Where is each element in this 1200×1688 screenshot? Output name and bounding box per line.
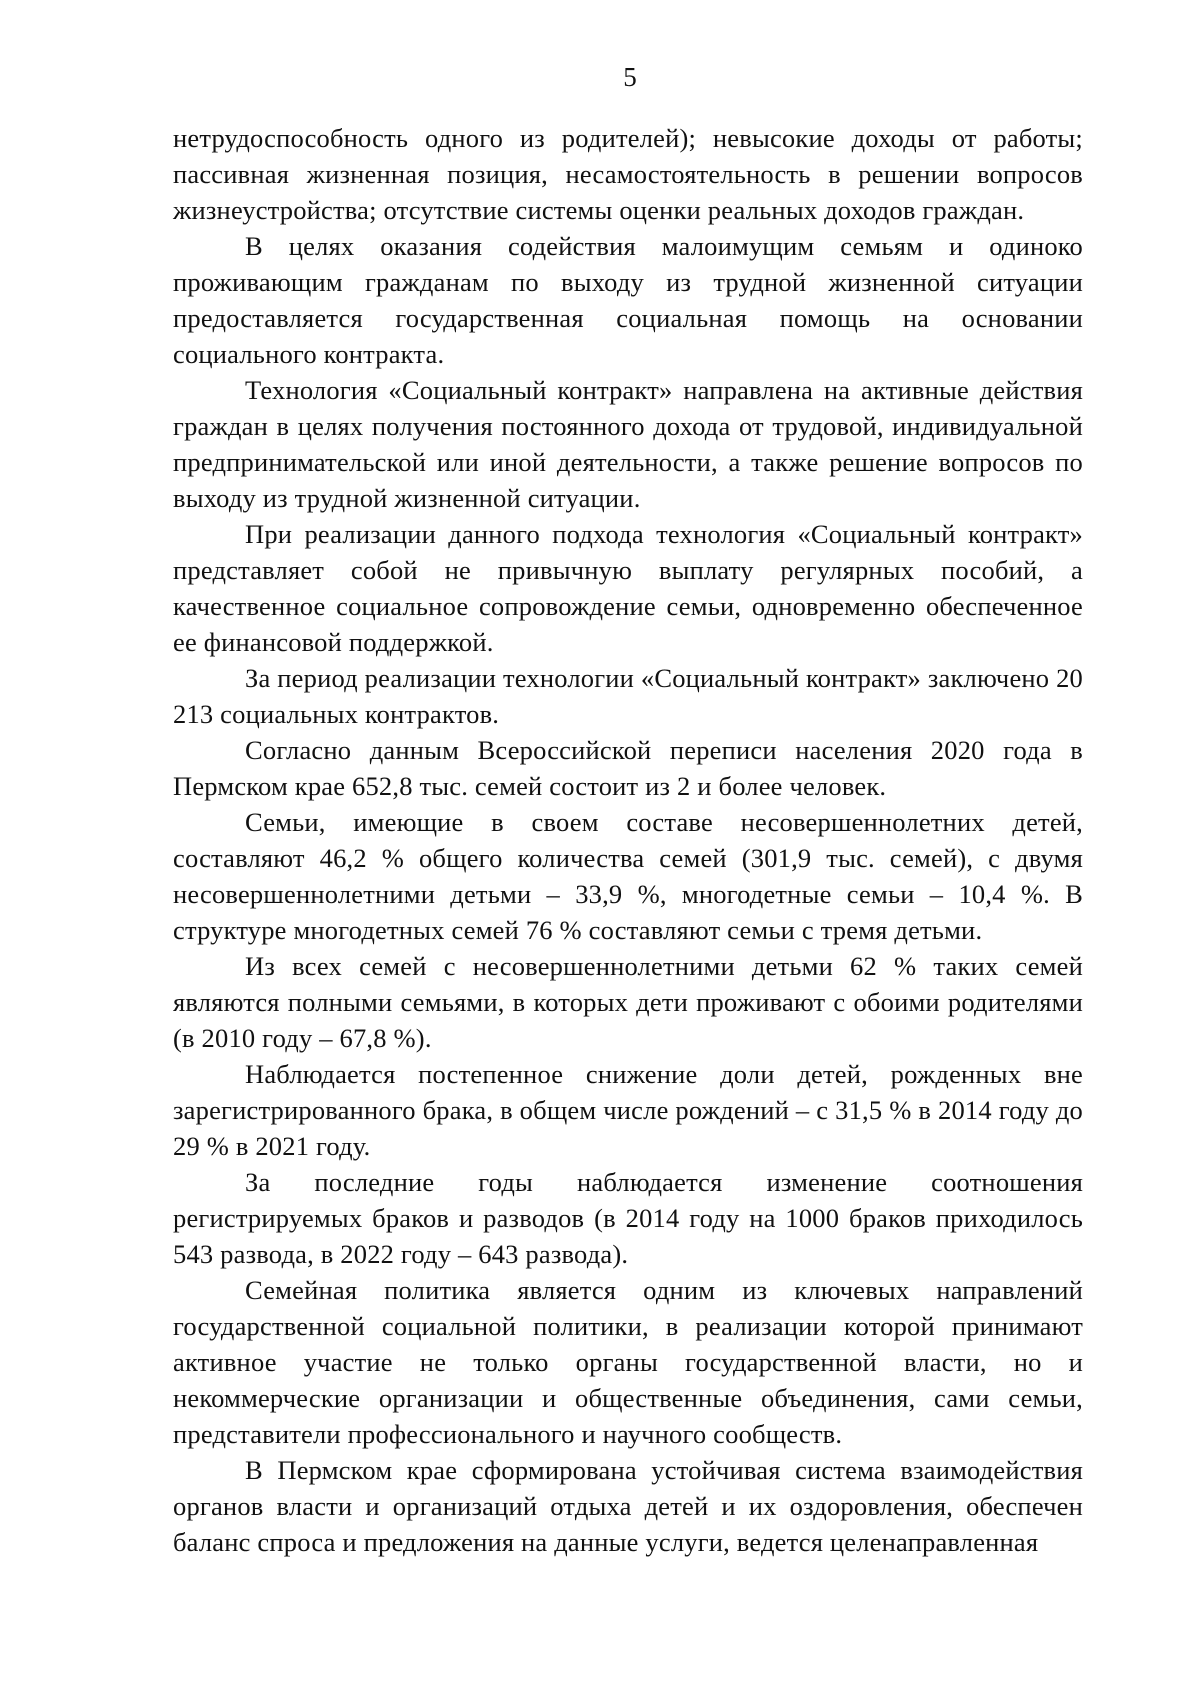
paragraph-social-assistance: В целях оказания содействия малоимущим семьям и одиноко проживающим гражданам по выходу из трудной жизненной ситуации предоставляется государственная социальная помощь на основании социального контракта.: [173, 231, 1083, 369]
paragraph-social-contract-technology: Технология «Социальный контракт» направлена на активные действия граждан в целях получения постоянного дохода от трудовой, индивидуальной предпринимательской или иной деятельности, а также решение вопросов по выходу из трудной жизненной ситуации.: [173, 375, 1083, 513]
paragraph-continued: нетрудоспособность одного из родителей); невысокие доходы от работы; пассивная жизненная позиция, несамостоятельность в решении вопросов жизнеустройства; отсутствие системы оценки реальных доходов граждан.: [173, 123, 1083, 225]
paragraph-complete-families: Из всех семей с несовершеннолетними детьми 62 % таких семей являются полными семьями, в которых дети проживают с обоими родителями (в 2010 году – 67,8 %).: [173, 951, 1083, 1053]
paragraph-approach: При реализации данного подхода технология «Социальный контракт» представляет собой не привычную выплату регулярных пособий, а качественное социальное сопровождение семьи, одновременно обеспеченное ее финансовой поддержкой.: [173, 519, 1083, 657]
paragraph-family-policy: Семейная политика является одним из ключевых направлений государственной социальной политики, в реализации которой принимают активное участие не только органы государственной власти, но и некоммерческие организации и общественные объединения, сами семьи, представители профессионального и научного сообществ.: [173, 1275, 1083, 1449]
paragraph-families-with-children: Семьи, имеющие в своем составе несовершеннолетних детей, составляют 46,2 % общего количества семей (301,9 тыс. семей), с двумя несовершеннолетними детьми – 33,9 %, многодетные семьи – 10,4 %. В структуре многодетных семей 76 % составляют семьи с тремя детьми.: [173, 807, 1083, 945]
paragraph-children-recreation: В Пермском крае сформирована устойчивая система взаимодействия органов власти и организаций отдыха детей и их оздоровления, обеспечен баланс спроса и предложения на данные услуги, ведется целенаправленная: [173, 1455, 1083, 1557]
paragraph-contracts-count: За период реализации технологии «Социальный контракт» заключено 20 213 социальных контрактов.: [173, 663, 1083, 729]
page-number: 5: [623, 62, 637, 92]
paragraph-births-outside-marriage: Наблюдается постепенное снижение доли детей, рожденных вне зарегистрированного брака, в общем числе рождений – с 31,5 % в 2014 году до 29 % в 2021 году.: [173, 1059, 1083, 1161]
document-body: [173, 120, 1083, 1560]
paragraph-marriages-divorces: За последние годы наблюдается изменение соотношения регистрируемых браков и разводов (в 2014 году на 1000 браков приходилось 543 развода, в 2022 году – 643 развода).: [173, 1167, 1083, 1269]
paragraph-census: Согласно данным Всероссийской переписи населения 2020 года в Пермском крае 652,8 тыс. семей состоит из 2 и более человек.: [173, 735, 1083, 801]
